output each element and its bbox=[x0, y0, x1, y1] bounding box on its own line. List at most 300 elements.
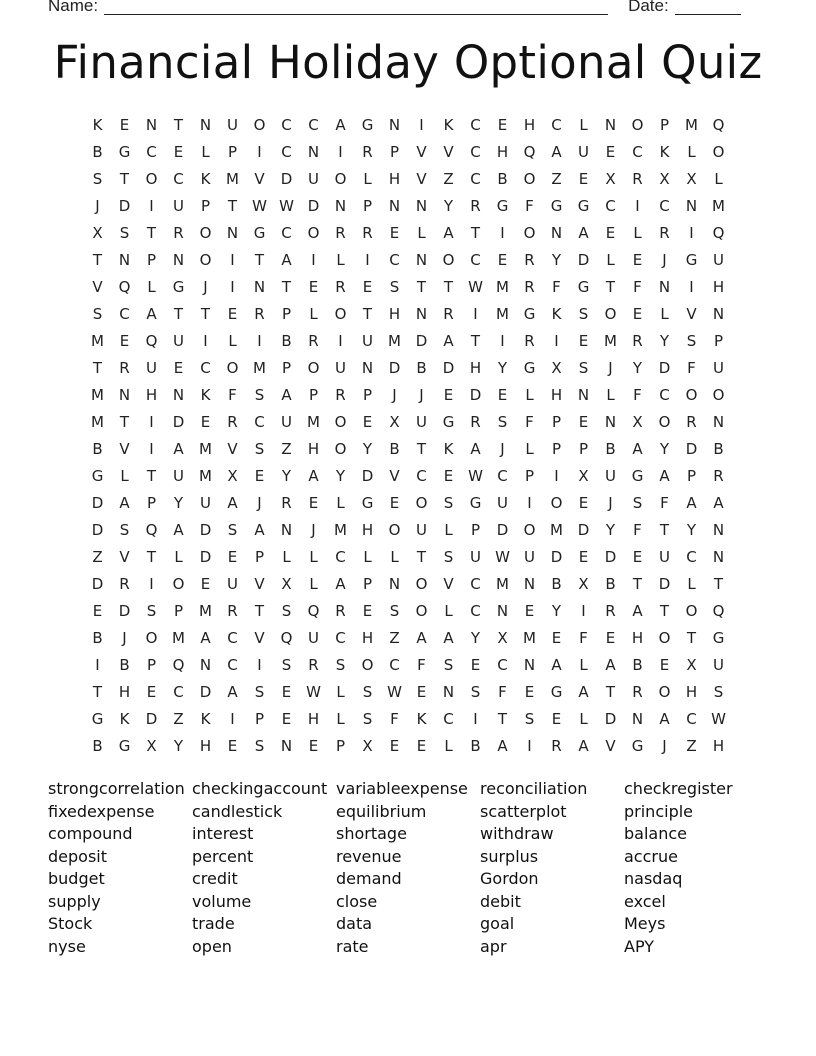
grid-letter: G bbox=[685, 250, 698, 269]
grid-letter: N bbox=[415, 250, 428, 269]
grid-letter: D bbox=[307, 196, 320, 215]
grid-letter: E bbox=[227, 304, 238, 323]
grid-letter: L bbox=[444, 520, 453, 539]
grid-letter: T bbox=[146, 547, 157, 566]
grid-letter: N bbox=[388, 196, 401, 215]
grid-letter: S bbox=[443, 655, 454, 674]
word-list-item: percent bbox=[192, 846, 254, 866]
grid-letter: X bbox=[362, 736, 373, 755]
grid-letter: V bbox=[227, 439, 238, 458]
grid-letter: A bbox=[119, 493, 130, 512]
grid-letter: E bbox=[551, 628, 562, 647]
grid-letter: S bbox=[92, 304, 103, 323]
grid-letter: Q bbox=[307, 601, 320, 620]
grid-letter: G bbox=[253, 223, 266, 242]
grid-letter: N bbox=[415, 196, 428, 215]
grid-letter: R bbox=[335, 223, 346, 242]
grid-letter: R bbox=[119, 358, 130, 377]
grid-letter: L bbox=[120, 466, 129, 485]
grid-letter: N bbox=[550, 223, 563, 242]
grid-letter: I bbox=[95, 655, 100, 674]
grid-letter: D bbox=[658, 574, 671, 593]
grid-letter: G bbox=[361, 493, 374, 512]
grid-letter: R bbox=[551, 736, 562, 755]
grid-letter: R bbox=[713, 466, 724, 485]
grid-letter: N bbox=[334, 196, 347, 215]
grid-letter: E bbox=[443, 466, 454, 485]
grid-letter: A bbox=[578, 736, 589, 755]
grid-letter: J bbox=[95, 196, 100, 215]
grid-letter: E bbox=[524, 601, 535, 620]
grid-letter: H bbox=[388, 304, 401, 323]
grid-letter: C bbox=[308, 115, 319, 134]
grid-letter: I bbox=[257, 142, 262, 161]
grid-letter: J bbox=[500, 439, 505, 458]
grid-letter: L bbox=[309, 547, 318, 566]
grid-letter: E bbox=[254, 466, 265, 485]
grid-letter: E bbox=[200, 574, 211, 593]
grid-letter: Y bbox=[686, 520, 697, 539]
grid-letter: T bbox=[119, 169, 130, 188]
grid-letter: P bbox=[200, 196, 211, 215]
grid-letter: S bbox=[686, 331, 697, 350]
grid-letter: D bbox=[199, 520, 212, 539]
grid-letter: D bbox=[496, 520, 509, 539]
grid-letter: A bbox=[686, 493, 697, 512]
word-list-item: revenue bbox=[336, 846, 402, 866]
grid-letter: G bbox=[91, 709, 104, 728]
grid-letter: O bbox=[415, 601, 428, 620]
grid-letter: S bbox=[362, 682, 373, 701]
grid-letter: I bbox=[230, 277, 235, 296]
grid-letter: G bbox=[91, 466, 104, 485]
grid-letter: C bbox=[497, 655, 508, 674]
grid-letter: O bbox=[145, 169, 158, 188]
grid-letter: N bbox=[280, 520, 293, 539]
grid-letter: E bbox=[497, 115, 508, 134]
grid-letter: M bbox=[172, 628, 185, 647]
grid-letter: Y bbox=[362, 439, 373, 458]
grid-letter: S bbox=[254, 385, 265, 404]
grid-letter: C bbox=[173, 169, 184, 188]
grid-letter: T bbox=[497, 709, 508, 728]
grid-letter: A bbox=[281, 385, 292, 404]
grid-letter: B bbox=[416, 358, 427, 377]
grid-letter: P bbox=[686, 466, 697, 485]
word-list-item: withdraw bbox=[480, 824, 554, 843]
grid-letter: H bbox=[145, 385, 158, 404]
grid-letter: A bbox=[443, 331, 454, 350]
grid-letter: S bbox=[497, 412, 508, 431]
grid-letter: G bbox=[523, 358, 536, 377]
grid-letter: A bbox=[146, 304, 157, 323]
grid-letter: R bbox=[632, 331, 643, 350]
grid-letter: E bbox=[605, 628, 616, 647]
word-list-item: volume bbox=[192, 891, 252, 911]
grid-letter: A bbox=[713, 493, 724, 512]
grid-letter: U bbox=[335, 358, 346, 377]
grid-letter: R bbox=[524, 331, 535, 350]
grid-letter: W bbox=[279, 196, 294, 215]
word-list-item: apr bbox=[480, 936, 507, 956]
grid-letter: E bbox=[173, 358, 184, 377]
grid-letter: M bbox=[388, 331, 401, 350]
grid-letter: D bbox=[91, 493, 104, 512]
grid-letter: N bbox=[523, 655, 536, 674]
grid-letter: O bbox=[307, 223, 320, 242]
grid-letter: U bbox=[173, 196, 184, 215]
grid-letter: A bbox=[659, 709, 670, 728]
grid-letter: O bbox=[442, 250, 455, 269]
grid-letter: P bbox=[173, 601, 184, 620]
grid-letter: J bbox=[311, 520, 316, 539]
grid-letter: B bbox=[92, 736, 103, 755]
grid-letter: P bbox=[389, 142, 400, 161]
grid-letter: N bbox=[712, 520, 725, 539]
grid-letter: G bbox=[550, 196, 563, 215]
grid-letter: R bbox=[524, 250, 535, 269]
grid-letter: K bbox=[200, 709, 211, 728]
grid-letter: J bbox=[662, 250, 667, 269]
word-list-item: interest bbox=[192, 824, 254, 843]
grid-letter: T bbox=[416, 547, 427, 566]
grid-letter: A bbox=[632, 601, 643, 620]
grid-letter: B bbox=[605, 439, 616, 458]
grid-letter: Q bbox=[145, 331, 158, 350]
grid-letter: N bbox=[658, 277, 671, 296]
word-list bbox=[48, 778, 768, 958]
grid-letter: Y bbox=[173, 493, 184, 512]
grid-letter: S bbox=[335, 655, 346, 674]
grid-letter: L bbox=[660, 304, 669, 323]
grid-letter: P bbox=[227, 142, 238, 161]
grid-letter: F bbox=[390, 709, 399, 728]
grid-letter: F bbox=[525, 412, 534, 431]
grid-letter: N bbox=[712, 304, 725, 323]
grid-letter: M bbox=[712, 196, 725, 215]
grid-letter: B bbox=[713, 439, 724, 458]
grid-letter: D bbox=[442, 358, 455, 377]
word-list-item: deposit bbox=[48, 846, 107, 866]
grid-letter: P bbox=[146, 493, 157, 512]
grid-letter: M bbox=[199, 439, 212, 458]
name-blank-line bbox=[104, 0, 608, 15]
grid-letter: G bbox=[361, 115, 374, 134]
grid-letter: E bbox=[659, 655, 670, 674]
grid-letter: D bbox=[280, 169, 293, 188]
grid-letter: X bbox=[227, 466, 238, 485]
grid-letter: Y bbox=[497, 358, 508, 377]
grid-letter: B bbox=[632, 655, 643, 674]
grid-letter: N bbox=[253, 277, 266, 296]
grid-letter: S bbox=[632, 493, 643, 512]
grid-letter: Q bbox=[523, 142, 536, 161]
grid-letter: P bbox=[659, 115, 670, 134]
grid-letter: T bbox=[416, 439, 427, 458]
grid-letter: H bbox=[388, 169, 401, 188]
grid-letter: M bbox=[523, 628, 536, 647]
grid-letter: A bbox=[605, 655, 616, 674]
grid-letter: P bbox=[362, 385, 373, 404]
grid-letter: S bbox=[578, 304, 589, 323]
grid-letter: O bbox=[523, 223, 536, 242]
word-list-item: data bbox=[336, 914, 373, 933]
grid-letter: Y bbox=[659, 439, 670, 458]
grid-letter: S bbox=[119, 223, 130, 242]
grid-letter: A bbox=[173, 439, 184, 458]
grid-letter: Q bbox=[280, 628, 293, 647]
word-list-item: nasdaq bbox=[624, 869, 683, 888]
grid-letter: R bbox=[227, 412, 238, 431]
grid-letter: M bbox=[550, 520, 563, 539]
grid-letter: T bbox=[281, 277, 292, 296]
grid-letter: T bbox=[146, 223, 157, 242]
grid-letter: C bbox=[227, 628, 238, 647]
word-list-item: strongcorrelation bbox=[48, 779, 185, 798]
grid-letter: B bbox=[92, 628, 103, 647]
grid-letter: L bbox=[606, 250, 615, 269]
grid-letter: E bbox=[389, 736, 400, 755]
grid-letter: N bbox=[712, 412, 725, 431]
word-list-item: demand bbox=[336, 869, 402, 888]
grid-letter: K bbox=[92, 115, 103, 134]
grid-letter: S bbox=[443, 547, 454, 566]
grid-letter: N bbox=[496, 601, 509, 620]
grid-letter: R bbox=[227, 601, 238, 620]
grid-letter: B bbox=[281, 331, 292, 350]
grid-letter: J bbox=[608, 358, 613, 377]
grid-letter: M bbox=[199, 601, 212, 620]
word-list-item: shortage bbox=[336, 824, 407, 843]
word-list-item: principle bbox=[624, 801, 694, 821]
grid-letter: B bbox=[119, 655, 130, 674]
grid-letter: Q bbox=[145, 520, 158, 539]
grid-letter: S bbox=[470, 682, 481, 701]
grid-letter: T bbox=[443, 277, 454, 296]
grid-letter: E bbox=[524, 682, 535, 701]
grid-letter: D bbox=[388, 358, 401, 377]
grid-letter: G bbox=[550, 682, 563, 701]
grid-letter: E bbox=[308, 277, 319, 296]
grid-letter: U bbox=[227, 115, 238, 134]
grid-letter: X bbox=[659, 169, 670, 188]
grid-letter: E bbox=[362, 412, 373, 431]
grid-letter: A bbox=[443, 628, 454, 647]
grid-letter: Q bbox=[118, 277, 131, 296]
grid-letter: N bbox=[712, 547, 725, 566]
grid-letter: L bbox=[525, 385, 534, 404]
grid-letter: I bbox=[311, 250, 316, 269]
grid-letter: O bbox=[685, 385, 698, 404]
grid-letter: R bbox=[659, 223, 670, 242]
grid-letter: W bbox=[306, 682, 321, 701]
grid-letter: D bbox=[118, 196, 131, 215]
grid-letter: Q bbox=[712, 223, 725, 242]
grid-letter: V bbox=[416, 142, 427, 161]
grid-letter: I bbox=[338, 142, 343, 161]
grid-letter: E bbox=[632, 304, 643, 323]
grid-letter: F bbox=[579, 628, 588, 647]
grid-letter: P bbox=[362, 196, 373, 215]
page-title: Financial Holiday Optional Quiz bbox=[53, 36, 763, 89]
date-blank-line bbox=[675, 0, 741, 15]
grid-letter: E bbox=[308, 736, 319, 755]
grid-letter: R bbox=[524, 277, 535, 296]
grid-letter: H bbox=[712, 736, 725, 755]
grid-letter: S bbox=[389, 277, 400, 296]
grid-letter: N bbox=[604, 115, 617, 134]
grid-letter: I bbox=[257, 655, 262, 674]
grid-letter: J bbox=[419, 385, 424, 404]
word-list-item: rate bbox=[336, 936, 369, 956]
grid-letter: I bbox=[554, 466, 559, 485]
grid-letter: W bbox=[468, 277, 483, 296]
grid-letter: J bbox=[257, 493, 262, 512]
word-list-item: credit bbox=[192, 869, 238, 888]
grid-letter: E bbox=[362, 277, 373, 296]
grid-letter: T bbox=[659, 520, 670, 539]
grid-letter: E bbox=[308, 493, 319, 512]
grid-letter: M bbox=[496, 277, 509, 296]
grid-letter: T bbox=[470, 331, 481, 350]
grid-letter: X bbox=[605, 169, 616, 188]
header-line bbox=[48, 0, 748, 22]
grid-letter: J bbox=[608, 493, 613, 512]
grid-letter: C bbox=[470, 601, 481, 620]
grid-letter: P bbox=[551, 412, 562, 431]
grid-letter: K bbox=[119, 709, 130, 728]
grid-letter: Z bbox=[389, 628, 400, 647]
grid-letter: M bbox=[307, 412, 320, 431]
grid-letter: G bbox=[712, 628, 725, 647]
grid-letter: F bbox=[417, 655, 426, 674]
grid-letter: N bbox=[442, 682, 455, 701]
grid-letter: O bbox=[415, 574, 428, 593]
grid-letter: L bbox=[363, 169, 372, 188]
grid-letter: X bbox=[92, 223, 103, 242]
grid-letter: H bbox=[199, 736, 212, 755]
grid-letter: L bbox=[714, 169, 723, 188]
grid-letter: K bbox=[551, 304, 562, 323]
grid-letter: T bbox=[632, 574, 643, 593]
grid-letter: E bbox=[227, 547, 238, 566]
grid-letter: I bbox=[149, 196, 154, 215]
grid-letter: H bbox=[496, 142, 509, 161]
grid-letter: L bbox=[336, 709, 345, 728]
grid-letter: P bbox=[578, 439, 589, 458]
grid-letter: M bbox=[604, 331, 617, 350]
grid-letter: U bbox=[470, 547, 481, 566]
grid-letter: E bbox=[632, 250, 643, 269]
grid-letter: X bbox=[578, 466, 589, 485]
grid-letter: D bbox=[658, 358, 671, 377]
grid-letter: E bbox=[281, 682, 292, 701]
grid-letter: E bbox=[200, 412, 211, 431]
grid-letter: I bbox=[635, 196, 640, 215]
grid-letter: L bbox=[282, 547, 291, 566]
word-list-item: candlestick bbox=[192, 801, 283, 821]
grid-letter: C bbox=[389, 250, 400, 269]
grid-letter: A bbox=[551, 655, 562, 674]
grid-letter: M bbox=[253, 358, 266, 377]
grid-letter: P bbox=[551, 439, 562, 458]
grid-letter: O bbox=[334, 169, 347, 188]
grid-letter: T bbox=[173, 115, 184, 134]
grid-letter: V bbox=[254, 574, 265, 593]
grid-letter: A bbox=[335, 115, 346, 134]
grid-letter: T bbox=[119, 412, 130, 431]
grid-letter: K bbox=[416, 709, 427, 728]
grid-letter: O bbox=[712, 142, 725, 161]
grid-letter: R bbox=[443, 304, 454, 323]
grid-letter: N bbox=[172, 385, 185, 404]
grid-letter: T bbox=[92, 358, 103, 377]
grid-letter: E bbox=[551, 709, 562, 728]
grid-letter: O bbox=[334, 412, 347, 431]
grid-letter: C bbox=[632, 142, 643, 161]
grid-letter: H bbox=[307, 439, 320, 458]
grid-letter: W bbox=[468, 466, 483, 485]
grid-letter: H bbox=[469, 358, 482, 377]
grid-letter: R bbox=[362, 142, 373, 161]
word-list-item: budget bbox=[48, 869, 105, 888]
word-list-item: scatterplot bbox=[480, 801, 567, 821]
grid-letter: P bbox=[146, 250, 157, 269]
grid-letter: E bbox=[389, 223, 400, 242]
word-list-item: balance bbox=[624, 824, 687, 843]
grid-letter: C bbox=[146, 142, 157, 161]
grid-letter: V bbox=[254, 169, 265, 188]
grid-letter: L bbox=[687, 142, 696, 161]
grid-letter: X bbox=[578, 574, 589, 593]
grid-letter: L bbox=[579, 655, 588, 674]
grid-letter: P bbox=[308, 385, 319, 404]
grid-letter: S bbox=[281, 601, 292, 620]
grid-letter: S bbox=[281, 655, 292, 674]
grid-letter: L bbox=[309, 304, 318, 323]
grid-letter: E bbox=[416, 736, 427, 755]
grid-letter: C bbox=[389, 655, 400, 674]
grid-letter: R bbox=[632, 169, 643, 188]
grid-letter: C bbox=[686, 547, 697, 566]
word-list-item: variableexpense bbox=[336, 779, 468, 798]
grid-letter: C bbox=[470, 115, 481, 134]
grid-letter: C bbox=[416, 466, 427, 485]
grid-letter: R bbox=[119, 574, 130, 593]
grid-letter: E bbox=[632, 547, 643, 566]
grid-letter: E bbox=[227, 736, 238, 755]
grid-letter: N bbox=[685, 196, 698, 215]
grid-letter: S bbox=[254, 682, 265, 701]
grid-letter: K bbox=[443, 115, 454, 134]
grid-letter: C bbox=[659, 385, 670, 404]
grid-letter: O bbox=[658, 412, 671, 431]
grid-letter: V bbox=[92, 277, 103, 296]
grid-letter: S bbox=[119, 520, 130, 539]
grid-letter: O bbox=[685, 601, 698, 620]
grid-letter: I bbox=[689, 223, 694, 242]
grid-letter: R bbox=[335, 277, 346, 296]
grid-letter: D bbox=[469, 385, 482, 404]
grid-letter: R bbox=[308, 655, 319, 674]
grid-letter: H bbox=[712, 277, 725, 296]
grid-letter: N bbox=[523, 574, 536, 593]
grid-letter: O bbox=[712, 385, 725, 404]
grid-letter: P bbox=[254, 709, 265, 728]
grid-letter: I bbox=[257, 331, 262, 350]
grid-letter: E bbox=[497, 250, 508, 269]
grid-letter: O bbox=[523, 520, 536, 539]
